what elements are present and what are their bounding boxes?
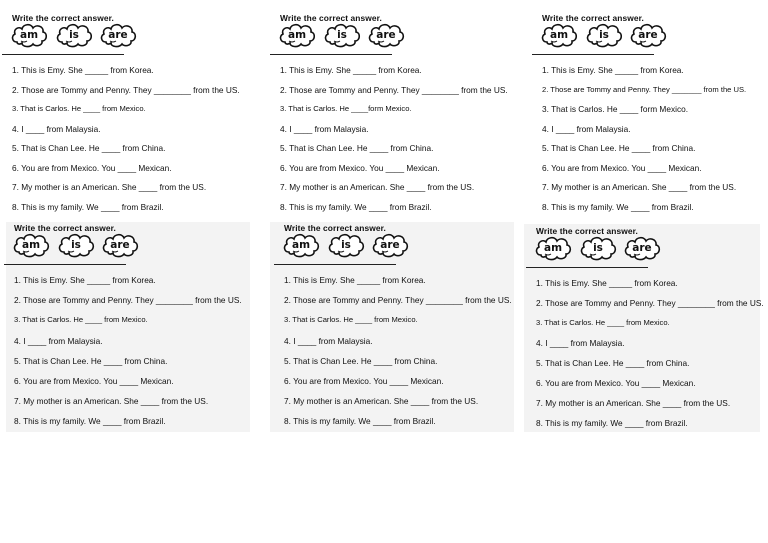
question-2: 2. Those are Tommy and Penny. They ________ from the US. [284,295,512,306]
word-bank-word: am [21,239,41,251]
word-bank-underline [274,264,396,265]
question-5: 5. That is Chan Lee. He ____ from China. [542,143,696,153]
word-bank-word: are [380,239,400,251]
question-3: 3. That is Carlos. He ____ form Mexico. [542,104,689,114]
word-cloud-is [55,22,93,48]
word-cloud-is [327,232,365,258]
question-8: 8. This is my family. We ____ from Brazil. [284,416,436,427]
question-7: 7. My mother is an American. She ____ from the US. [536,398,731,408]
word-cloud-is [579,235,617,261]
word-bank-word: are [376,29,396,41]
question-5: 5. That is Chan Lee. He ____ from China. [284,355,438,366]
word-cloud-am [278,22,316,48]
word-bank-word: am [549,29,569,41]
worksheet-title: Write the correct answer. [280,13,382,23]
word-bank-word: am [291,239,311,251]
word-bank-word: is [599,29,609,41]
word-bank [0,22,130,48]
question-4: 4. I ____ from Malaysia. [536,338,625,348]
word-cloud-am [534,235,572,261]
word-cloud-are [623,235,661,261]
question-3: 3. That is Carlos. He ____ from Mexico. [284,315,418,325]
question-4: 4. I ____ from Malaysia. [284,335,373,346]
word-cloud-is [585,22,623,48]
word-bank [268,22,398,48]
question-7: 7. My mother is an American. She ____ from the US. [284,396,479,407]
word-bank-word: am [287,29,307,41]
word-bank-underline [526,267,648,268]
word-cloud-is [323,22,361,48]
question-8: 8. This is my family. We ____ from Brazil. [280,201,432,212]
question-8: 8. This is my family. We ____ from Brazil. [14,416,166,427]
question-6: 6. You are from Mexico. You ____ Mexican. [12,162,172,173]
question-2: 2. Those are Tommy and Penny. They ________ from the US. [12,84,240,95]
word-bank-word: are [638,29,658,41]
word-cloud-am [12,232,50,258]
word-bank-word: is [337,29,347,41]
word-bank-word: is [593,242,603,254]
word-bank-word: is [71,239,81,251]
question-3: 3. That is Carlos. He ____ from Mexico. [12,104,146,113]
question-1: 1. This is Emy. She _____ from Korea. [536,278,678,288]
question-3: 3. That is Carlos. He ____ from Mexico. [536,318,670,327]
question-4: 4. I ____ from Malaysia. [280,123,369,134]
question-8: 8. This is my family. We ____ from Brazil. [12,201,164,212]
question-4: 4. I ____ from Malaysia. [542,123,631,134]
question-5: 5. That is Chan Lee. He ____ from China. [280,143,434,153]
word-cloud-are [367,22,405,48]
word-bank-word: is [341,239,351,251]
question-2: 2. Those are Tommy and Penny. They _______ from the US. [542,84,747,94]
word-cloud-am [10,22,48,48]
word-bank-underline [4,264,126,265]
question-6: 6. You are from Mexico. You ____ Mexican. [280,162,440,173]
word-cloud-are [371,232,409,258]
question-2: 2. Those are Tommy and Penny. They ________ from the US. [280,84,508,95]
worksheet-title: Write the correct answer. [12,13,114,23]
question-6: 6. You are from Mexico. You ____ Mexican. [542,162,702,173]
word-cloud-is [57,232,95,258]
word-bank-word: am [19,29,39,41]
word-bank [524,235,654,261]
word-bank-word: am [543,242,563,254]
word-cloud-am [282,232,320,258]
word-bank-underline [270,54,392,55]
word-cloud-am [540,22,578,48]
word-bank-word: are [632,242,652,254]
word-bank-word: are [110,239,130,251]
question-7: 7. My mother is an American. She ____ from the US. [280,182,475,192]
word-cloud-are [99,22,137,48]
question-6: 6. You are from Mexico. You ____ Mexican. [536,378,696,388]
question-4: 4. I ____ from Malaysia. [14,335,103,346]
question-2: 2. Those are Tommy and Penny. They ________ from the US. [536,298,764,308]
word-cloud-are [101,232,139,258]
question-7: 7. My mother is an American. She ____ from the US. [12,182,207,192]
question-5: 5. That is Chan Lee. He ____ from China. [12,143,166,153]
question-1: 1. This is Emy. She _____ from Korea. [284,275,426,285]
word-bank [2,232,132,258]
question-3: 3. That is Carlos. He ____form Mexico. [280,104,412,113]
question-3: 3. That is Carlos. He ____ from Mexico. [14,315,148,325]
word-bank-word: is [69,29,79,41]
word-bank [530,22,660,48]
question-1: 1. This is Emy. She _____ from Korea. [14,275,156,285]
question-2: 2. Those are Tommy and Penny. They ________ from the US. [14,295,242,306]
question-4: 4. I ____ from Malaysia. [12,123,101,134]
question-8: 8. This is my family. We ____ from Brazil. [542,201,694,212]
question-1: 1. This is Emy. She _____ from Korea. [542,65,684,75]
question-6: 6. You are from Mexico. You ____ Mexican. [14,376,174,386]
question-7: 7. My mother is an American. She ____ from the US. [14,396,209,407]
word-bank-underline [2,54,124,55]
question-5: 5. That is Chan Lee. He ____ from China. [536,358,690,368]
worksheet-title: Write the correct answer. [284,223,386,233]
question-7: 7. My mother is an American. She ____ from the US. [542,182,737,192]
worksheet-title: Write the correct answer. [536,226,638,236]
question-1: 1. This is Emy. She _____ from Korea. [280,65,422,75]
word-bank-word: are [108,29,128,41]
word-bank [272,232,402,258]
question-6: 6. You are from Mexico. You ____ Mexican. [284,376,444,386]
question-1: 1. This is Emy. She _____ from Korea. [12,65,154,75]
question-5: 5. That is Chan Lee. He ____ from China. [14,355,168,366]
question-8: 8. This is my family. We ____ from Brazil. [536,418,688,428]
worksheet-title: Write the correct answer. [14,223,116,233]
worksheet-title: Write the correct answer. [542,13,644,23]
word-cloud-are [629,22,667,48]
word-bank-underline [532,54,654,55]
